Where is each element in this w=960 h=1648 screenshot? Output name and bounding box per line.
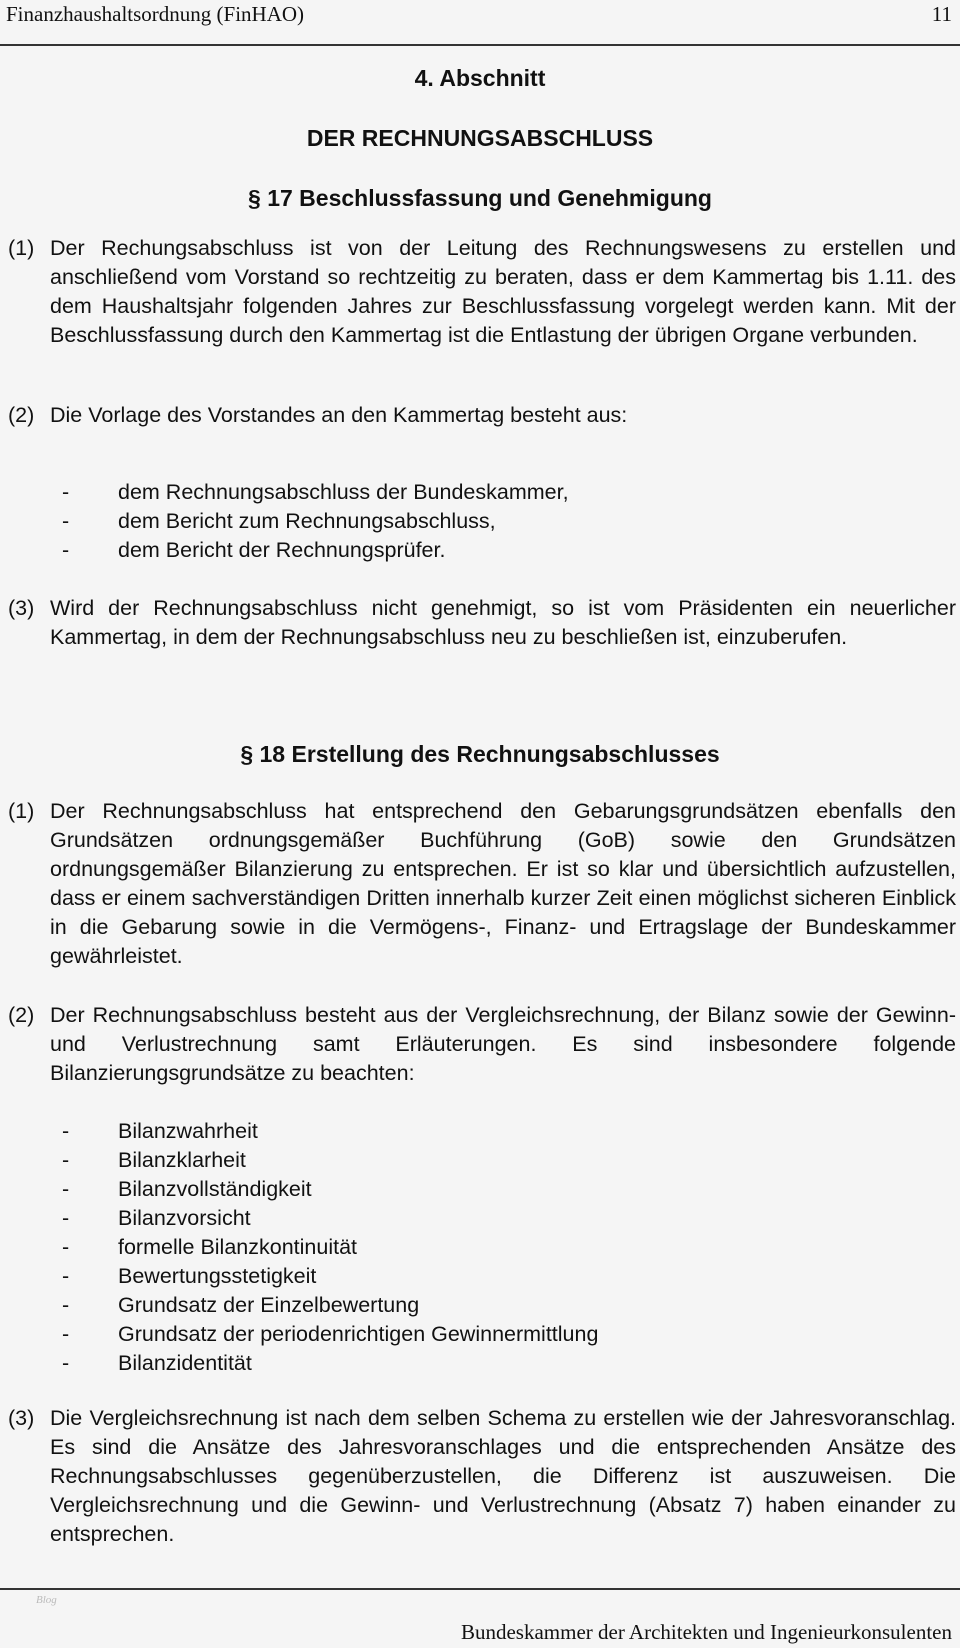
page-header	[0, 0, 960, 46]
list-item: - dem Rechnungsabschluss der Bundeskammer,	[62, 480, 569, 504]
section-heading: 4. Abschnitt	[414, 65, 546, 91]
clause-number: (3)	[8, 1406, 35, 1430]
clause-text: Die Vorlage des Vorstandes an den Kammertag besteht aus:	[50, 403, 628, 427]
section-subheading: DER RECHNUNGSABSCHLUSS	[306, 125, 654, 151]
list-item: - Bilanzidentität	[62, 1351, 252, 1375]
page-footer	[0, 1588, 960, 1648]
clause-text: Die Vergleichsrechnung ist nach dem selben Schema zu erstellen wie der Jahresvoranschlag. Es sind die Ansätze des Jahresvoranschlages und die entsprechenden Ansätze des Rechnungsabschlusses gegenüberzustellen, die Differenz ist auszuweisen. Die Vergleichsrechnung und die Gewinn- und Verlustrechnung (Absatz 7) haben einander zu entsprechen.	[50, 1406, 956, 1546]
para18-clause-3	[8, 1404, 956, 1549]
clause-number: (1)	[8, 236, 35, 260]
paragraph-17-title: § 17 Beschlussfassung und Genehmigung	[248, 185, 712, 211]
clause-text: Wird der Rechnungsabschluss nicht genehmigt, so ist vom Präsidenten ein neuerlicher Kammertag, in dem der Rechnungsabschluss neu zu beschließen ist, einzuberufen.	[50, 596, 956, 649]
list-item: - dem Bericht der Rechnungsprüfer.	[62, 538, 446, 562]
para18-clause-2	[8, 1001, 956, 1088]
para18-list	[0, 1117, 960, 1378]
clause-number: (1)	[8, 799, 35, 823]
para17-clause-3	[8, 594, 956, 652]
list-item: - Bilanzklarheit	[62, 1148, 246, 1172]
clause-text: Der Rechnungsabschluss hat entsprechend den Gebarungsgrundsätzen ebenfalls den Grundsätzen ordnungsgemäßer Buchführung (GoB) sowie den Grundsätzen ordnungsgemäßer Bilanzierung zu entsprechen. Er ist so klar und übersichtlich aufzustellen, dass er einem sachverständigen Dritten innerhalb kurzer Zeit einen möglichst sicheren Einblick in die Gebarung sowie in die Vermögens-, Finanz- und Ertragslage der Bundeskammer gewährleistet.	[50, 799, 956, 968]
list-item: - Grundsatz der Einzelbewertung	[62, 1293, 420, 1317]
section-headings	[0, 64, 960, 212]
clause-number: (2)	[8, 1003, 35, 1027]
list-item: - Bewertungsstetigkeit	[62, 1264, 317, 1288]
para18-clause-1	[8, 797, 956, 971]
clause-number: (3)	[8, 596, 35, 620]
document-title: Finanzhaushaltsordnung (FinHAO)	[6, 2, 305, 26]
para17-list	[0, 478, 960, 565]
list-item: - Bilanzvorsicht	[62, 1206, 251, 1230]
list-item: - Bilanzwahrheit	[62, 1119, 258, 1143]
clause-text: Der Rechnungsabschluss besteht aus der Vergleichsrechnung, der Bilanz sowie der Gewinn- und Verlustrechnung samt Erläuterungen. Es sind insbesondere folgende Bilanzierungsgrundsätze zu beachten:	[50, 1003, 956, 1085]
list-item: - Bilanzvollständigkeit	[62, 1177, 312, 1201]
clause-number: (2)	[8, 403, 35, 427]
list-item: - Grundsatz der periodenrichtigen Gewinnermittlung	[62, 1322, 599, 1346]
clause-text: Der Rechungsabschluss ist von der Leitung des Rechnungswesens zu erstellen und anschließend vom Vorstand so rechtzeitig zu beraten, dass er dem Kammertag bis 1.11. des dem Haushaltsjahr folgenden Jahres zur Beschlussfassung vorgelegt werden kann. Mit der Beschlussfassung durch den Kammertag ist die Entlastung der übrigen Organe verbunden.	[50, 236, 956, 347]
para17-clause-2	[8, 401, 956, 430]
list-item: - dem Bericht zum Rechnungsabschluss,	[62, 509, 496, 533]
para17-clause-1	[8, 234, 956, 350]
page-number: 11	[931, 2, 952, 26]
list-item: - formelle Bilanzkontinuität	[62, 1235, 358, 1259]
watermark: Blog	[36, 1594, 57, 1606]
paragraph-18-title: § 18 Erstellung des Rechnungsabschlusses	[240, 741, 720, 767]
footer-organization: Bundeskammer der Architekten und Ingenieurkonsulenten	[460, 1620, 952, 1644]
